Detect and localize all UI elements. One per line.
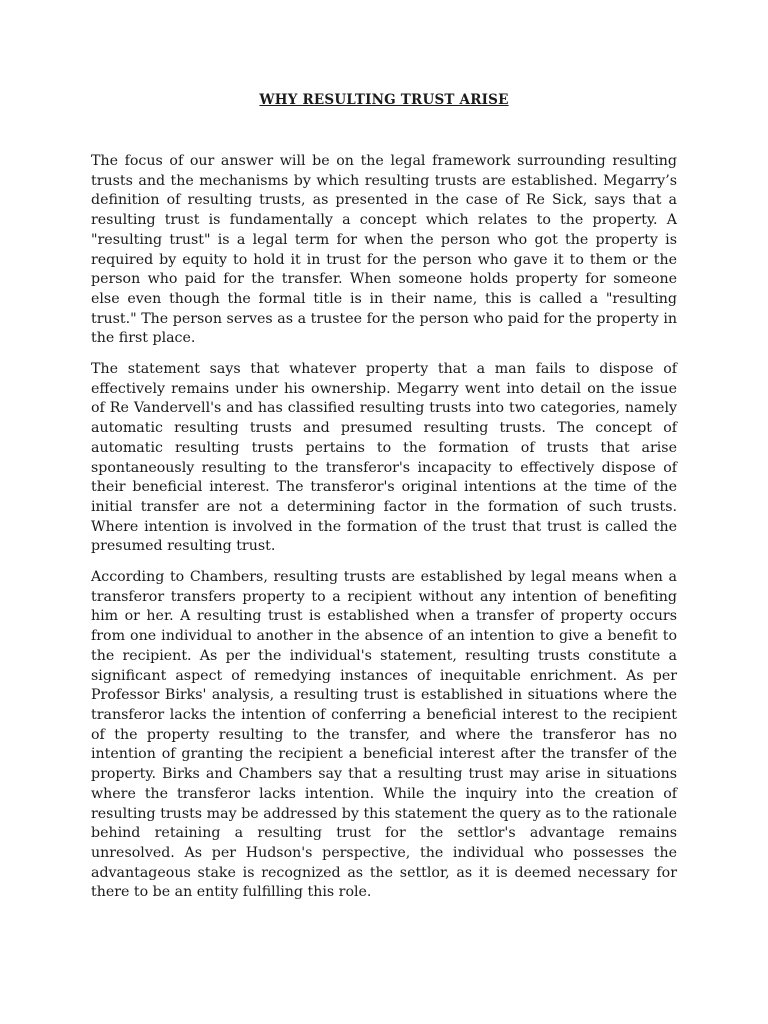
- document-title: WHY RESULTING TRUST ARISE: [259, 92, 509, 108]
- paragraph-2: The statement says that whatever property that a man fails to dispose of effectively remains under his ownership. Megarry went into detail on the issue of Re Vandervell's and has classified resulting trusts into two categories, namely automatic resulting trusts and presumed resulting trusts. The concept of automatic resulting trusts pertains to the formation of trusts that arise spontaneously resulting to the transferor's incapacity to effectively dispose of their beneficial interest. The transferor's original intentions at the time of the initial transfer are not a determining factor in the formation of such trusts. Where intention is involved in the formation of the trust that trust is called the presumed resulting trust.: [91, 361, 677, 555]
- paragraph-3: According to Chambers, resulting trusts are established by legal means when a transferor transfers property to a recipient without any intention of benefiting him or her. A resulting trust is established when a transfer of property occurs from one individual to another in the absence of an intention to give a benefit to the recipient. As per the individual's statement, resulting trusts constitute a significant aspect of remedying instances of inequitable enrichment. As per Professor Birks' analysis, a resulting trust is established in situations where the transferor lacks the intention of conferring a beneficial interest to the recipient of the property resulting to the transfer, and where the transferor has no intention of granting the recipient a beneficial interest after the transfer of the property. Birks and Chambers say that a resulting trust may arise in situations where the transferor lacks intention. While the inquiry into the creation of resulting trusts may be addressed by this statement the query as to the rationale behind retaining a resulting trust for the settlor's advantage remains unresolved. As per Hudson's perspective, the individual who possesses the advantageous stake is recognized as the settlor, as it is deemed necessary for there to be an entity fulfilling this role.: [91, 569, 677, 901]
- document-body: [91, 152, 677, 914]
- paragraph-1: The focus of our answer will be on the legal framework surrounding resulting trusts and the mechanisms by which resulting trusts are established. Megarry’s definition of resulting trusts, as presented in the case of Re Sick, says that a resulting trust is fundamentally a concept which relates to the property. A "resulting trust" is a legal term for when the person who got the property is required by equity to hold it in trust for the person who gave it to them or the person who paid for the transfer. When someone holds property for someone else even though the formal title is in their name, this is called a "resulting trust." The person serves as a trustee for the person who paid for the property in the first place.: [91, 153, 677, 347]
